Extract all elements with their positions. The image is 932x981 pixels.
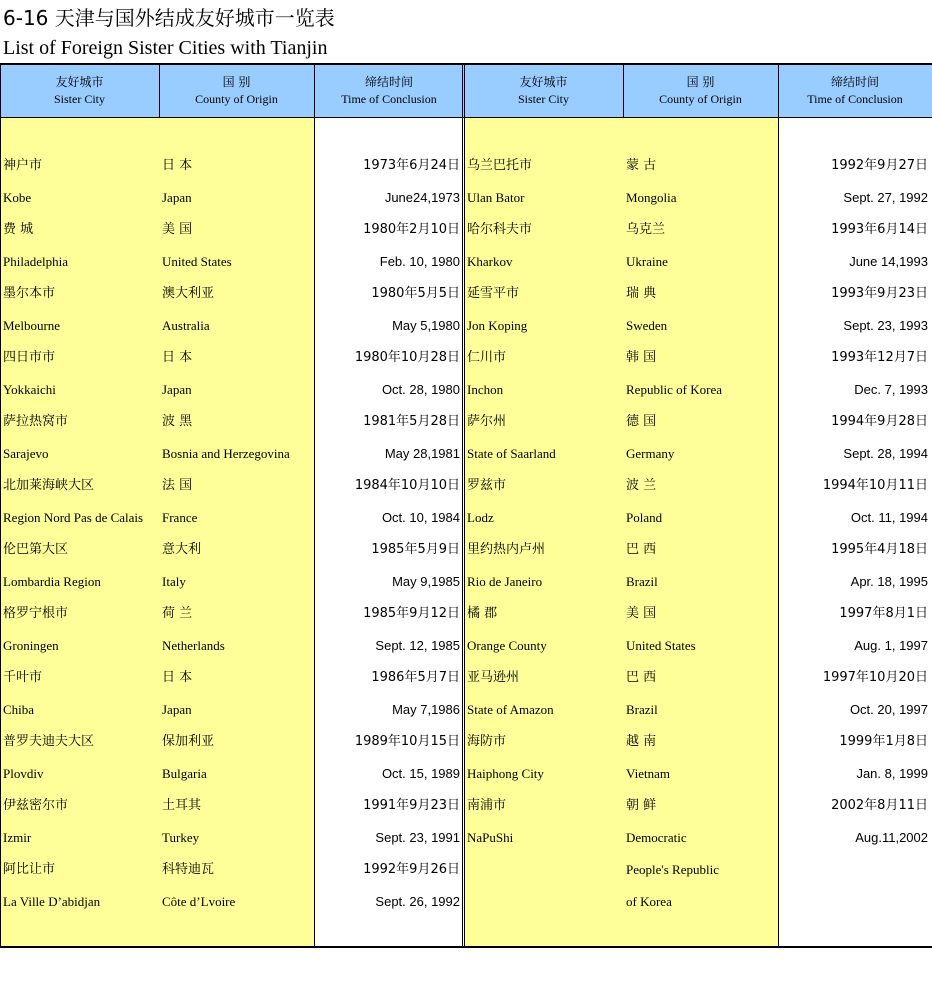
country-cell: Japan: [162, 382, 192, 397]
sister-city-cell: 神户市: [3, 158, 43, 173]
table-row: [0, 790, 464, 822]
country-cell: Poland: [626, 510, 663, 525]
sister-city-cell: 罗兹市: [467, 478, 507, 493]
table-row: [464, 342, 928, 374]
country-cell: Brazil: [626, 574, 658, 589]
conclusion-date-cell: 1999年1月8日: [839, 734, 928, 749]
sister-city-cell: 四日市市: [3, 350, 56, 365]
table-row: [464, 150, 928, 182]
table-row: [464, 214, 928, 246]
table-row: [464, 438, 928, 470]
conclusion-date-cell: [778, 886, 928, 918]
sister-city-cell: Orange County: [467, 638, 547, 653]
country-cell: 蒙 古: [626, 158, 657, 173]
sister-city-cell: 伦巴第大区: [3, 542, 69, 557]
header-text-en: County of Origin: [195, 92, 278, 106]
table-row: [0, 246, 464, 278]
table-row: [464, 854, 928, 886]
sister-city-cell: 乌兰巴托市: [467, 158, 533, 173]
conclusion-date-cell: 1984年10月10日: [354, 478, 460, 493]
conclusion-date-cell: Oct. 28, 1980: [381, 382, 460, 397]
conclusion-date-cell: June 14,1993: [849, 254, 928, 269]
conclusion-date-cell: 1993年6月14日: [831, 222, 928, 237]
table-row: [0, 534, 464, 566]
country-cell: Bosnia and Herzegovina: [162, 446, 290, 461]
header-text-en: Sister City: [53, 92, 105, 106]
country-cell: 日 本: [162, 350, 193, 365]
page-title-chinese: 6-16 天津与国外结成友好城市一览表: [3, 6, 335, 30]
country-cell: 波 黑: [162, 414, 193, 429]
sister-city-cell: Rio de Janeiro: [467, 574, 543, 589]
country-cell: Brazil: [626, 702, 658, 717]
header-text-en: Time of Conclusion: [807, 92, 903, 106]
country-cell: Vietnam: [626, 766, 670, 781]
header-text-cn: 缔结时间: [364, 75, 413, 89]
conclusion-date-cell: Sept. 26, 1992: [375, 894, 460, 909]
country-cell: 意大利: [162, 542, 202, 557]
conclusion-date-cell: 1993年9月23日: [831, 286, 928, 301]
conclusion-date-cell: May 7,1986: [392, 702, 460, 717]
sister-city-cell: NaPuShi: [467, 830, 514, 845]
header-sister-city-right: [464, 65, 623, 117]
sister-cities-table: [0, 63, 932, 948]
country-cell: 美 国: [626, 606, 657, 621]
divider-header: [159, 65, 160, 118]
table-row: [0, 406, 464, 438]
conclusion-date-cell: Sept. 23, 1991: [375, 830, 460, 845]
table-row: [464, 246, 928, 278]
country-cell: Netherlands: [162, 638, 225, 653]
conclusion-date-cell: 1985年5月9日: [371, 542, 460, 557]
country-cell: 德 国: [626, 414, 657, 429]
table-row: [464, 310, 928, 342]
conclusion-date-cell: 1991年9月23日: [363, 798, 460, 813]
conclusion-date-cell: Sept. 23, 1993: [843, 318, 928, 333]
sister-city-cell: 延雪平市: [467, 286, 520, 301]
conclusion-date-cell: 1994年10月11日: [822, 478, 928, 493]
country-cell: 波 兰: [626, 478, 657, 493]
country-cell: 法 国: [162, 478, 193, 493]
conclusion-date-cell: Aug. 1, 1997: [854, 638, 928, 653]
conclusion-date-cell: Oct. 11, 1994: [850, 510, 928, 525]
table-row: [464, 374, 928, 406]
header-text-en: Time of Conclusion: [341, 92, 437, 106]
header-text-cn: 缔结时间: [830, 75, 879, 89]
country-cell: Japan: [162, 702, 192, 717]
header-text-cn: 友好城市: [55, 75, 104, 89]
country-cell: Republic of Korea: [626, 382, 723, 397]
table-row: [0, 470, 464, 502]
table-row: [0, 278, 464, 310]
table-row: [0, 438, 464, 470]
sister-city-cell: Melbourne: [3, 318, 61, 333]
sister-city-cell: 橘 郡: [467, 606, 498, 621]
table-header: [0, 65, 932, 118]
sister-city-cell: 普罗夫迪夫大区: [3, 734, 95, 749]
conclusion-date-cell: 1992年9月27日: [831, 158, 928, 173]
table-row: [464, 470, 928, 502]
table-row: [464, 662, 928, 694]
table-row: [464, 726, 928, 758]
sister-city-cell: La Ville D’abidjan: [3, 894, 101, 909]
table-row: [464, 182, 928, 214]
conclusion-date-cell: Oct. 10, 1984: [381, 510, 460, 525]
sister-city-cell: Jon Koping: [467, 318, 528, 333]
country-cell: 朝 鲜: [626, 798, 657, 813]
country-cell: 保加利亚: [162, 734, 215, 749]
sister-city-cell: Kobe: [3, 190, 32, 205]
table-row: [0, 566, 464, 598]
sister-city-cell: Lodz: [467, 510, 494, 525]
country-cell: of Korea: [626, 894, 672, 909]
table-row: [0, 854, 464, 886]
country-cell: Bulgaria: [162, 766, 207, 781]
country-cell: Italy: [162, 574, 186, 589]
conclusion-date-cell: 1980年2月10日: [363, 222, 460, 237]
country-cell: 巴 西: [626, 542, 657, 557]
conclusion-date-cell: Apr. 18, 1995: [850, 574, 928, 589]
conclusion-date-cell: June24,1973: [384, 190, 460, 205]
conclusion-date-cell: Sept. 27, 1992: [843, 190, 928, 205]
header-country-left: [159, 65, 314, 117]
table-row: [0, 630, 464, 662]
country-cell: United States: [626, 638, 696, 653]
sister-city-cell: 千叶市: [3, 670, 43, 685]
table-row: [0, 182, 464, 214]
country-cell: 瑞 典: [626, 286, 657, 301]
conclusion-date-cell: Sept. 12, 1985: [375, 638, 460, 653]
country-cell: Mongolia: [626, 190, 677, 205]
country-cell: United States: [162, 254, 232, 269]
table-row: [0, 726, 464, 758]
conclusion-date-cell: 1985年9月12日: [363, 606, 460, 621]
conclusion-date-cell: 2002年8月11日: [831, 798, 928, 813]
conclusion-date-cell: Jan. 8, 1999: [856, 766, 928, 781]
country-cell: Australia: [162, 318, 210, 333]
country-cell: People's Republic: [626, 862, 719, 877]
table-row: [464, 886, 928, 918]
conclusion-date-cell: May 9,1985: [392, 574, 460, 589]
country-cell: Ukraine: [626, 254, 668, 269]
table-row: [464, 502, 928, 534]
conclusion-date-cell: 1995年4月18日: [831, 542, 928, 557]
conclusion-date-cell: 1997年8月1日: [839, 606, 928, 621]
country-cell: Germany: [626, 446, 675, 461]
country-cell: 澳大利亚: [162, 286, 215, 301]
header-text-en: Sister City: [517, 92, 569, 106]
country-cell: Côte d’Lvoire: [162, 894, 236, 909]
sister-city-cell: 哈尔科夫市: [467, 222, 533, 237]
conclusion-date-cell: 1994年9月28日: [831, 414, 928, 429]
conclusion-date-cell: 1980年10月28日: [354, 350, 460, 365]
conclusion-date-cell: 1980年5月5日: [371, 286, 460, 301]
table-row: [464, 790, 928, 822]
table-row: [0, 886, 464, 918]
conclusion-date-cell: Oct. 15, 1989: [381, 766, 460, 781]
sister-city-cell: Izmir: [3, 830, 32, 845]
conclusion-date-cell: 1981年5月28日: [363, 414, 460, 429]
header-text-en: County of Origin: [659, 92, 742, 106]
sister-city-cell: Kharkov: [467, 254, 513, 269]
sister-city-cell: Region Nord Pas de Calais: [3, 510, 144, 525]
table-row: [0, 502, 464, 534]
country-cell: 科特迪瓦: [162, 862, 215, 877]
country-cell: 日 本: [162, 670, 193, 685]
sister-city-cell: Ulan Bator: [467, 190, 525, 205]
table-row: [464, 566, 928, 598]
country-cell: Turkey: [162, 830, 200, 845]
conclusion-date-cell: May 28,1981: [384, 446, 460, 461]
table-row: [464, 534, 928, 566]
country-cell: 越 南: [626, 734, 657, 749]
country-cell: 韩 国: [626, 350, 657, 365]
conclusion-date-cell: Sept. 28, 1994: [843, 446, 928, 461]
sister-city-cell: Groningen: [3, 638, 59, 653]
table-row: [464, 278, 928, 310]
country-cell: 乌克兰: [626, 222, 666, 237]
header-country-right: [623, 65, 778, 117]
sister-city-cell: 南浦市: [467, 798, 507, 813]
country-cell: 日 本: [162, 158, 193, 173]
conclusion-date-cell: 1989年10月15日: [354, 734, 460, 749]
sister-city-cell: Lombardia Region: [3, 574, 101, 589]
table-row: [464, 822, 928, 854]
table-row: [0, 758, 464, 790]
table-row: [0, 694, 464, 726]
country-cell: 土耳其: [162, 798, 202, 813]
table-row: [0, 342, 464, 374]
sister-city-cell: 伊兹密尔市: [3, 798, 69, 813]
sister-city-cell: Yokkaichi: [3, 382, 56, 397]
sister-city-cell: 墨尔本市: [3, 286, 56, 301]
sister-city-cell: Plovdiv: [3, 766, 44, 781]
table-row: [0, 822, 464, 854]
sister-city-cell: 萨拉热窝市: [3, 414, 69, 429]
conclusion-date-cell: Oct. 20, 1997: [849, 702, 928, 717]
divider-header: [623, 65, 624, 118]
conclusion-date-cell: Aug.11,2002: [855, 830, 928, 845]
conclusion-date-cell: 1992年9月26日: [363, 862, 460, 877]
table-row: [464, 630, 928, 662]
sister-city-cell: 海防市: [467, 734, 507, 749]
conclusion-date-cell: Dec. 7, 1993: [854, 382, 928, 397]
country-cell: 荷 兰: [162, 606, 193, 621]
sister-city-cell: State of Amazon: [467, 702, 554, 717]
sister-city-cell: 萨尔州: [467, 414, 507, 429]
header-sister-city-left: [0, 65, 159, 117]
header-time-right: [778, 65, 932, 117]
table-row: [0, 662, 464, 694]
table-row: [0, 374, 464, 406]
sister-city-cell: State of Saarland: [467, 446, 556, 461]
sister-city-cell: 北加莱海峡大区: [3, 478, 95, 493]
table-row: [0, 310, 464, 342]
table-row: [464, 758, 928, 790]
sister-city-cell: 费 城: [3, 222, 34, 237]
country-cell: 美 国: [162, 222, 193, 237]
table-row: [0, 598, 464, 630]
header-text-cn: 友好城市: [519, 75, 568, 89]
sister-city-cell: Philadelphia: [3, 254, 68, 269]
table-row: [464, 694, 928, 726]
table-row: [464, 406, 928, 438]
country-cell: France: [162, 510, 198, 525]
sister-city-cell: 阿比让市: [3, 862, 56, 877]
conclusion-date-cell: 1993年12月7日: [831, 350, 928, 365]
sister-city-cell: Chiba: [3, 702, 35, 717]
conclusion-date-cell: Feb. 10, 1980: [379, 254, 460, 269]
country-cell: Japan: [162, 190, 192, 205]
conclusion-date-cell: [778, 854, 928, 886]
sister-city-cell: Haiphong City: [467, 766, 544, 781]
conclusion-date-cell: May 5,1980: [392, 318, 460, 333]
header-text-cn: 国 别: [686, 75, 715, 89]
sister-city-cell: 格罗宁根市: [3, 606, 69, 621]
header-text-cn: 国 别: [222, 75, 251, 89]
country-cell: Democratic: [626, 830, 687, 845]
conclusion-date-cell: 1986年5月7日: [371, 670, 460, 685]
sister-city-cell: Sarajevo: [3, 446, 49, 461]
page-title-english: List of Foreign Sister Cities with Tianjin: [3, 37, 328, 59]
conclusion-date-cell: 1973年6月24日: [363, 158, 460, 173]
table-row: [0, 214, 464, 246]
country-cell: Sweden: [626, 318, 668, 333]
sister-city-cell: 仁川市: [467, 350, 507, 365]
header-time-left: [314, 65, 464, 117]
table-row: [0, 150, 464, 182]
sister-city-cell: Inchon: [467, 382, 504, 397]
table-row: [464, 598, 928, 630]
sister-city-cell: 里约热内卢州: [467, 542, 546, 557]
country-cell: 巴 西: [626, 670, 657, 685]
conclusion-date-cell: 1997年10月20日: [822, 670, 928, 685]
sister-city-cell: 亚马逊州: [467, 670, 520, 685]
